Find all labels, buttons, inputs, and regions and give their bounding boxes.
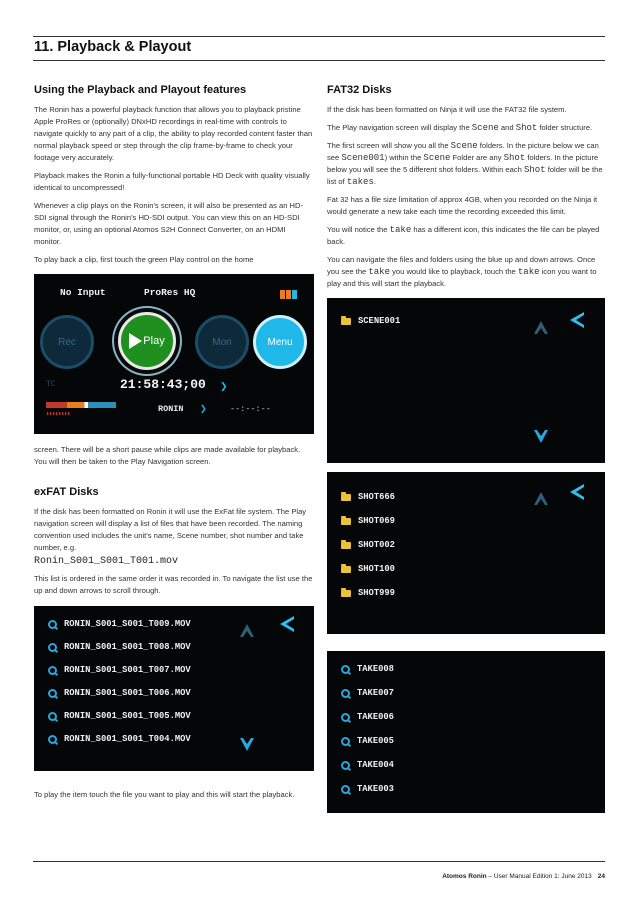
paragraph: You will notice the take has a different icon, this indicates the file can be played back. — [327, 225, 600, 246]
mon-label: Mon — [212, 336, 232, 348]
footer-brand: Atomos Ronin — [442, 873, 487, 880]
paragraph: To play back a clip, first touch the green Play control on the home — [34, 255, 254, 264]
take-name: TAKE005 — [357, 736, 394, 746]
codec-status: ProRes HQ — [144, 287, 196, 298]
exfat-heading: exFAT Disks — [34, 486, 99, 498]
device-indicator-icon: ❯ — [200, 404, 207, 413]
mon-button[interactable] — [195, 315, 249, 369]
list-item[interactable] — [48, 642, 191, 652]
list-item[interactable] — [341, 760, 394, 770]
paragraph: You can navigate the files and folders using the blue up and down arrows. Once you see the take you would like to playback, touch the take icon you want to play and this will start the playback. — [327, 255, 597, 288]
paragraph: This list is ordered in the same order it was recorded in. To navigate the list use the up and down arrows to scroll through. — [34, 574, 313, 595]
example-filename: Ronin_S001_S001_T001.mov — [34, 556, 179, 567]
playback-heading: Using the Playback and Playout features — [34, 84, 247, 96]
clip-icon — [341, 737, 350, 746]
paragraph: Playback makes the Ronin a fully-functional portable HD Deck with quality visually identical to uncompressed! — [34, 171, 310, 192]
take-name: TAKE003 — [357, 784, 394, 794]
back-icon[interactable] — [570, 312, 584, 328]
file-name: RONIN_S001_S001_T005.MOV — [64, 711, 191, 721]
take-name: TAKE006 — [357, 712, 394, 722]
clip-icon — [48, 643, 57, 652]
footer-rule — [33, 861, 605, 862]
folder-name: SHOT999 — [358, 588, 395, 598]
right-column — [327, 84, 605, 813]
folder-name: SHOT666 — [358, 492, 395, 502]
list-item[interactable] — [341, 712, 394, 722]
device-name: RONIN — [158, 404, 184, 414]
clip-icon — [341, 785, 350, 794]
header-rule-top — [33, 36, 605, 37]
clip-icon — [341, 665, 350, 674]
play-icon — [129, 333, 142, 349]
paragraph: Fat 32 has a file size limitation of approx 4GB, when you recorded on the Ninja it would generate a new take each time the recording exceeded this limit. — [327, 195, 598, 216]
audio-meter — [46, 402, 116, 408]
paragraph: The Play navigation screen will display the Scene and Shot folder structure. — [327, 123, 593, 133]
list-item[interactable] — [341, 588, 395, 598]
list-item[interactable] — [48, 734, 191, 744]
folder-icon — [341, 542, 351, 549]
audio-channels-icon: ▮▮▮▮▮▮▮▮ — [46, 411, 71, 417]
play-button[interactable] — [118, 312, 176, 370]
footer-edition: – User Manual Edition 1: June 2013 — [486, 873, 592, 880]
page-title: 11. Playback & Playout — [34, 39, 192, 55]
list-item[interactable] — [341, 784, 394, 794]
folder-name: SHOT069 — [358, 516, 395, 526]
timecode-indicator-icon: ❯ — [220, 381, 228, 391]
back-icon[interactable] — [280, 616, 294, 632]
clip-icon — [341, 689, 350, 698]
take-name: TAKE004 — [357, 760, 394, 770]
page-number: 24 — [597, 873, 605, 880]
list-item[interactable] — [48, 688, 191, 698]
scroll-up-icon[interactable] — [534, 492, 548, 505]
folder-icon — [341, 318, 351, 325]
clip-icon — [341, 761, 350, 770]
take-name: TAKE007 — [357, 688, 394, 698]
battery-icon — [280, 286, 302, 295]
list-item[interactable] — [341, 316, 400, 326]
file-name: RONIN_S001_S001_T007.MOV — [64, 665, 191, 675]
take-list-screen — [327, 651, 605, 813]
clip-icon — [48, 666, 57, 675]
header-rule-bottom — [33, 60, 605, 61]
folder-name: SHOT100 — [358, 564, 395, 574]
clip-icon — [341, 713, 350, 722]
file-name: RONIN_S001_S001_T006.MOV — [64, 688, 191, 698]
folder-icon — [341, 518, 351, 525]
paragraph: If the disk has been formatted on Ronin it will use the ExFat file system. The Play navigation screen will display a list of files that have been recorded. The naming convention used includes the unit's name, Scene number, shot number and take number, e.g. — [34, 507, 307, 552]
exfat-file-list-screen — [34, 606, 314, 771]
list-item[interactable] — [341, 688, 394, 698]
folder-icon — [341, 566, 351, 573]
file-name: RONIN_S001_S001_T008.MOV — [64, 642, 191, 652]
shot-folder-screen — [327, 472, 605, 634]
list-item[interactable] — [48, 711, 191, 721]
list-item[interactable] — [48, 665, 191, 675]
clip-icon — [48, 735, 57, 744]
list-item[interactable] — [341, 664, 394, 674]
scroll-down-icon[interactable] — [240, 738, 254, 751]
clip-icon — [48, 712, 57, 721]
home-screen-image — [34, 274, 314, 434]
rec-label: Rec — [58, 336, 76, 348]
paragraph: The Ronin has a powerful playback function that allows you to playback pristine Apple ProRes or (optionally) DNxHD recordings in real-time with controls to navigate quickly to any part of a clip, the ability to play recorded content faster than normal playback speed or step through the clip frame-by-frame to check your footage very accurately. — [34, 105, 313, 162]
rec-button[interactable] — [40, 315, 94, 369]
tc-side-icon: TC — [46, 380, 56, 389]
list-item[interactable] — [341, 492, 395, 502]
fat32-heading: FAT32 Disks — [327, 84, 392, 96]
scroll-up-icon[interactable] — [240, 624, 254, 637]
paragraph: To play the item touch the file you want to play and this will start the playback. — [34, 790, 295, 799]
clip-icon — [48, 620, 57, 629]
folder-name: SHOT002 — [358, 540, 395, 550]
paragraph: The first screen will show you all the Scene folders. In the picture below we can see Scene001) within the Scene Folder are any Shot folders. In the picture below you will see the 5 different shot folders. Within each Shot folder will be the list of takes. — [327, 141, 603, 187]
folder-icon — [341, 494, 351, 501]
list-item[interactable] — [341, 516, 395, 526]
folder-icon — [341, 590, 351, 597]
scene-folder-screen — [327, 298, 605, 463]
play-label: Play — [143, 335, 165, 347]
tc-dashes: --:--:-- — [230, 404, 271, 414]
scroll-up-icon[interactable] — [534, 321, 548, 334]
clip-icon — [48, 689, 57, 698]
take-name: TAKE008 — [357, 664, 394, 674]
list-item[interactable] — [341, 736, 394, 746]
input-status: No Input — [60, 287, 106, 298]
page-footer — [442, 873, 605, 880]
menu-button[interactable] — [253, 315, 307, 369]
left-column — [34, 84, 314, 807]
list-item[interactable] — [341, 540, 395, 550]
file-name: RONIN_S001_S001_T009.MOV — [64, 619, 191, 629]
file-name: RONIN_S001_S001_T004.MOV — [64, 734, 191, 744]
paragraph: If the disk has been formatted on Ninja it will use the FAT32 file system. — [327, 105, 567, 114]
folder-name: SCENE001 — [358, 316, 401, 326]
paragraph: screen. There will be a short pause while clips are made available for playback. You will then be taken to the Play Navigation screen. — [34, 445, 301, 466]
paragraph: Whenever a clip plays on the Ronin's screen, it will also be presented as an HD-SDI signal through the Ronin's HD-SDI output. You can view this on an HD-SDI monitor, or, using an optional Atomos S2H Connect Converter, on an HDMI monitor. — [34, 201, 304, 246]
list-item[interactable] — [48, 619, 191, 629]
timecode-display: 21:58:43;00 — [120, 377, 206, 392]
back-icon[interactable] — [570, 484, 584, 500]
menu-label: Menu — [267, 336, 293, 348]
scroll-down-icon[interactable] — [534, 430, 548, 443]
list-item[interactable] — [341, 564, 395, 574]
